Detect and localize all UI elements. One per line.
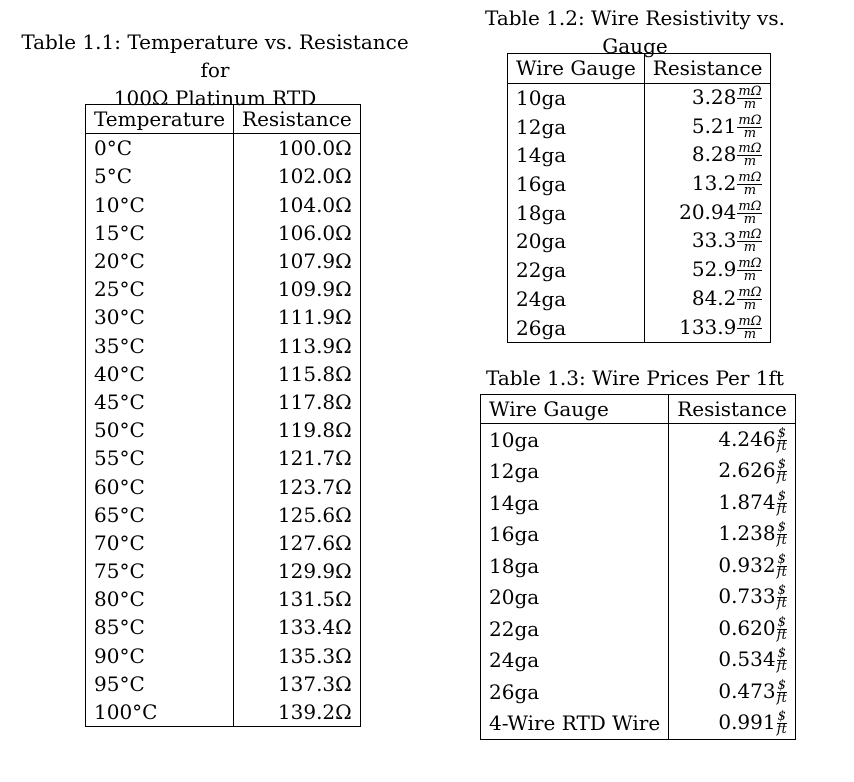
unit-numerator: $: [777, 520, 786, 536]
wire-gauge-cell: 10ga: [481, 424, 669, 456]
unit-fraction: [737, 86, 762, 111]
wire-gauge-cell: 14ga: [508, 141, 645, 170]
value-cell: [644, 285, 771, 314]
table-header-row: [481, 395, 796, 424]
unit-numerator: $: [777, 457, 786, 473]
unit-denominator: ft: [776, 690, 787, 706]
value-cell: [644, 83, 771, 112]
value-cell: [669, 708, 796, 740]
unit-denominator: ft: [776, 564, 787, 580]
table-row: [86, 247, 361, 275]
temperature-cell: 90°C: [86, 642, 234, 670]
value-number: 20.94: [679, 199, 737, 224]
temperature-cell: 95°C: [86, 670, 234, 698]
unit-fraction: [776, 551, 787, 580]
value-number: 4.246: [718, 426, 776, 451]
value-number: 13.2: [691, 171, 737, 196]
resistance-cell: 111.9Ω: [234, 303, 361, 331]
unit-numerator: mΩ: [738, 112, 762, 128]
value-number: 33.3: [691, 228, 737, 253]
table-row: [508, 83, 771, 112]
table-row: [481, 519, 796, 551]
temperature-cell: 10°C: [86, 191, 234, 219]
resistance-cell: 127.6Ω: [234, 529, 361, 557]
table-1-1-caption: [10, 28, 420, 112]
value-number: 0.733: [718, 584, 776, 609]
unit-denominator: ft: [776, 438, 787, 454]
value-number: 0.473: [718, 678, 776, 703]
table-row: [86, 642, 361, 670]
temperature-cell: 85°C: [86, 613, 234, 641]
unit-numerator: mΩ: [738, 141, 762, 157]
table-row: [481, 613, 796, 645]
table-row: [86, 444, 361, 472]
unit-denominator: ft: [776, 501, 787, 517]
temperature-cell: 65°C: [86, 501, 234, 529]
resistance-cell: 100.0Ω: [234, 134, 361, 163]
table-row: [86, 219, 361, 247]
unit-numerator: mΩ: [738, 170, 762, 186]
wire-gauge-cell: 20ga: [481, 582, 669, 614]
unit-denominator: m: [743, 154, 757, 170]
resistance-cell: 119.8Ω: [234, 416, 361, 444]
resistance-cell: 106.0Ω: [234, 219, 361, 247]
table-row: [481, 676, 796, 708]
resistance-cell: 131.5Ω: [234, 585, 361, 613]
unit-denominator: m: [743, 240, 757, 256]
unit-fraction: [737, 172, 762, 197]
value-number: 2.626: [718, 458, 776, 483]
unit-numerator: $: [777, 488, 786, 504]
unit-numerator: mΩ: [738, 198, 762, 214]
wire-gauge-cell: 18ga: [481, 550, 669, 582]
unit-fraction: [737, 284, 762, 313]
table-row: [508, 313, 771, 342]
value-cell: [644, 313, 771, 342]
resistance-cell: 125.6Ω: [234, 501, 361, 529]
table-row: [508, 141, 771, 170]
unit-numerator: $: [777, 677, 786, 693]
unit-fraction: [737, 229, 762, 254]
table-row: [481, 487, 796, 519]
table-row: [86, 303, 361, 331]
value-cell: [644, 170, 771, 199]
resistance-cell: 104.0Ω: [234, 191, 361, 219]
temperature-cell: 50°C: [86, 416, 234, 444]
unit-denominator: ft: [776, 596, 787, 612]
resistance-cell: 123.7Ω: [234, 472, 361, 500]
value-number: 1.874: [718, 489, 776, 514]
value-number: 1.238: [718, 521, 776, 546]
table-row: [86, 360, 361, 388]
unit-denominator: m: [743, 183, 757, 199]
table-row: [86, 134, 361, 163]
wire-resistivity-table: [507, 53, 771, 343]
unit-fraction: [737, 313, 762, 342]
unit-denominator: ft: [776, 470, 787, 486]
table-row: [86, 529, 361, 557]
column-header-resistance: Resistance: [644, 54, 771, 84]
wire-prices-table: [480, 394, 796, 740]
resistance-cell: 135.3Ω: [234, 642, 361, 670]
temperature-cell: 25°C: [86, 275, 234, 303]
value-cell: [669, 676, 796, 708]
value-number: 84.2: [691, 285, 737, 310]
resistance-cell: 113.9Ω: [234, 332, 361, 360]
unit-numerator: $: [777, 425, 786, 441]
unit-numerator: mΩ: [738, 227, 762, 243]
resistance-cell: 102.0Ω: [234, 162, 361, 190]
value-number: 8.28: [691, 142, 737, 167]
wire-gauge-cell: 12ga: [508, 112, 645, 141]
unit-denominator: m: [743, 125, 757, 141]
table-1-3-caption: Table 1.3: Wire Prices Per 1ft: [486, 366, 784, 390]
value-number: 0.991: [718, 710, 776, 735]
unit-numerator: mΩ: [738, 84, 762, 100]
table-row: [86, 275, 361, 303]
temperature-cell: 30°C: [86, 303, 234, 331]
unit-numerator: mΩ: [738, 313, 762, 329]
temperature-cell: 100°C: [86, 698, 234, 727]
value-cell: [669, 645, 796, 677]
wire-gauge-cell: 16ga: [481, 519, 669, 551]
unit-fraction: [737, 258, 762, 283]
unit-numerator: $: [777, 646, 786, 662]
value-cell: [644, 256, 771, 285]
unit-fraction: [777, 522, 787, 547]
temperature-cell: 70°C: [86, 529, 234, 557]
unit-denominator: m: [743, 297, 757, 313]
unit-numerator: mΩ: [738, 284, 762, 300]
table-1-1-caption-line1: Table 1.1: Temperature vs. Resistance for: [21, 30, 409, 82]
value-cell: [669, 519, 796, 551]
table-row: [86, 162, 361, 190]
value-cell: [644, 112, 771, 141]
temperature-cell: 5°C: [86, 162, 234, 190]
unit-fraction: [776, 425, 787, 454]
table-1-1-caption-line2: 100Ω Platinum RTD: [113, 86, 317, 110]
wire-gauge-cell: 22ga: [481, 613, 669, 645]
unit-fraction: [737, 112, 762, 141]
temperature-cell: 35°C: [86, 332, 234, 360]
resistance-cell: 117.8Ω: [234, 388, 361, 416]
unit-denominator: ft: [776, 533, 787, 549]
temperature-cell: 45°C: [86, 388, 234, 416]
temperature-cell: 40°C: [86, 360, 234, 388]
value-number: 0.534: [718, 647, 776, 672]
temperature-cell: 0°C: [86, 134, 234, 163]
value-number: 133.9: [679, 314, 737, 339]
temperature-cell: 60°C: [86, 472, 234, 500]
unit-numerator: $: [777, 583, 786, 599]
column-header-resistance: Resistance: [234, 105, 361, 134]
wire-gauge-cell: 24ga: [508, 285, 645, 314]
unit-denominator: ft: [776, 722, 787, 738]
unit-denominator: m: [743, 269, 757, 285]
value-cell: [644, 198, 771, 227]
wire-gauge-cell: 24ga: [481, 645, 669, 677]
resistance-cell: 115.8Ω: [234, 360, 361, 388]
temperature-cell: 80°C: [86, 585, 234, 613]
table-row: [481, 645, 796, 677]
table-1-2-caption: Table 1.2: Wire Resistivity vs. Gauge: [485, 6, 785, 58]
wire-gauge-cell: 20ga: [508, 227, 645, 256]
wire-gauge-cell: 26ga: [481, 676, 669, 708]
table-row: [508, 198, 771, 227]
value-number: 52.9: [691, 257, 737, 282]
wire-gauge-cell: 14ga: [481, 487, 669, 519]
unit-fraction: [777, 459, 787, 484]
table-header-row: [508, 54, 771, 84]
table-row: [481, 582, 796, 614]
column-header-wire-gauge: Wire Gauge: [481, 395, 669, 424]
value-number: 0.620: [718, 615, 776, 640]
table-row: [481, 550, 796, 582]
value-cell: [669, 550, 796, 582]
value-cell: [669, 456, 796, 488]
resistance-cell: 121.7Ω: [234, 444, 361, 472]
unit-fraction: [777, 711, 787, 736]
resistance-cell: 133.4Ω: [234, 613, 361, 641]
table-row: [481, 708, 796, 740]
value-cell: [644, 227, 771, 256]
table-row: [86, 332, 361, 360]
unit-denominator: ft: [776, 659, 787, 675]
wire-gauge-cell: 12ga: [481, 456, 669, 488]
table-row: [508, 112, 771, 141]
unit-fraction: [776, 614, 787, 643]
wire-gauge-cell: 4-Wire RTD Wire: [481, 708, 669, 740]
table-row: [481, 424, 796, 456]
table-row: [86, 557, 361, 585]
unit-fraction: [777, 585, 787, 610]
table-row: [86, 698, 361, 727]
unit-denominator: m: [743, 211, 757, 227]
value-cell: [644, 141, 771, 170]
column-header-temperature: Temperature: [86, 105, 234, 134]
temperature-cell: 20°C: [86, 247, 234, 275]
wire-gauge-cell: 18ga: [508, 198, 645, 227]
table-header-row: [86, 105, 361, 134]
unit-numerator: $: [777, 709, 786, 725]
wire-gauge-cell: 22ga: [508, 256, 645, 285]
table-row: [86, 670, 361, 698]
table-row: [86, 416, 361, 444]
unit-numerator: $: [777, 614, 786, 630]
temperature-cell: 15°C: [86, 219, 234, 247]
unit-numerator: mΩ: [738, 256, 762, 272]
value-cell: [669, 613, 796, 645]
table-row: [86, 472, 361, 500]
unit-fraction: [776, 488, 787, 517]
unit-fraction: [777, 648, 787, 673]
table-row: [86, 388, 361, 416]
temperature-resistance-table: [85, 104, 361, 727]
resistance-cell: 137.3Ω: [234, 670, 361, 698]
table-row: [86, 613, 361, 641]
wire-gauge-cell: 16ga: [508, 170, 645, 199]
table-row: [86, 501, 361, 529]
table-row: [508, 285, 771, 314]
unit-numerator: $: [777, 551, 786, 567]
resistance-cell: 129.9Ω: [234, 557, 361, 585]
resistance-cell: 109.9Ω: [234, 275, 361, 303]
wire-gauge-cell: 10ga: [508, 83, 645, 112]
table-row: [86, 585, 361, 613]
wire-gauge-cell: 26ga: [508, 313, 645, 342]
table-row: [508, 170, 771, 199]
unit-fraction: [737, 198, 762, 227]
table-row: [481, 456, 796, 488]
unit-denominator: m: [743, 326, 757, 342]
table-row: [508, 227, 771, 256]
column-header-wire-gauge: Wire Gauge: [508, 54, 645, 84]
unit-denominator: ft: [776, 627, 787, 643]
temperature-cell: 75°C: [86, 557, 234, 585]
table-row: [508, 256, 771, 285]
unit-fraction: [737, 143, 762, 168]
temperature-cell: 55°C: [86, 444, 234, 472]
value-cell: [669, 487, 796, 519]
table-row: [86, 191, 361, 219]
value-cell: [669, 582, 796, 614]
resistance-cell: 107.9Ω: [234, 247, 361, 275]
column-header-resistance: Resistance: [669, 395, 796, 424]
resistance-cell: 139.2Ω: [234, 698, 361, 727]
value-number: 0.932: [718, 552, 776, 577]
value-number: 3.28: [691, 85, 737, 110]
unit-denominator: m: [743, 97, 757, 113]
unit-fraction: [776, 677, 787, 706]
value-number: 5.21: [691, 113, 737, 138]
value-cell: [669, 424, 796, 456]
